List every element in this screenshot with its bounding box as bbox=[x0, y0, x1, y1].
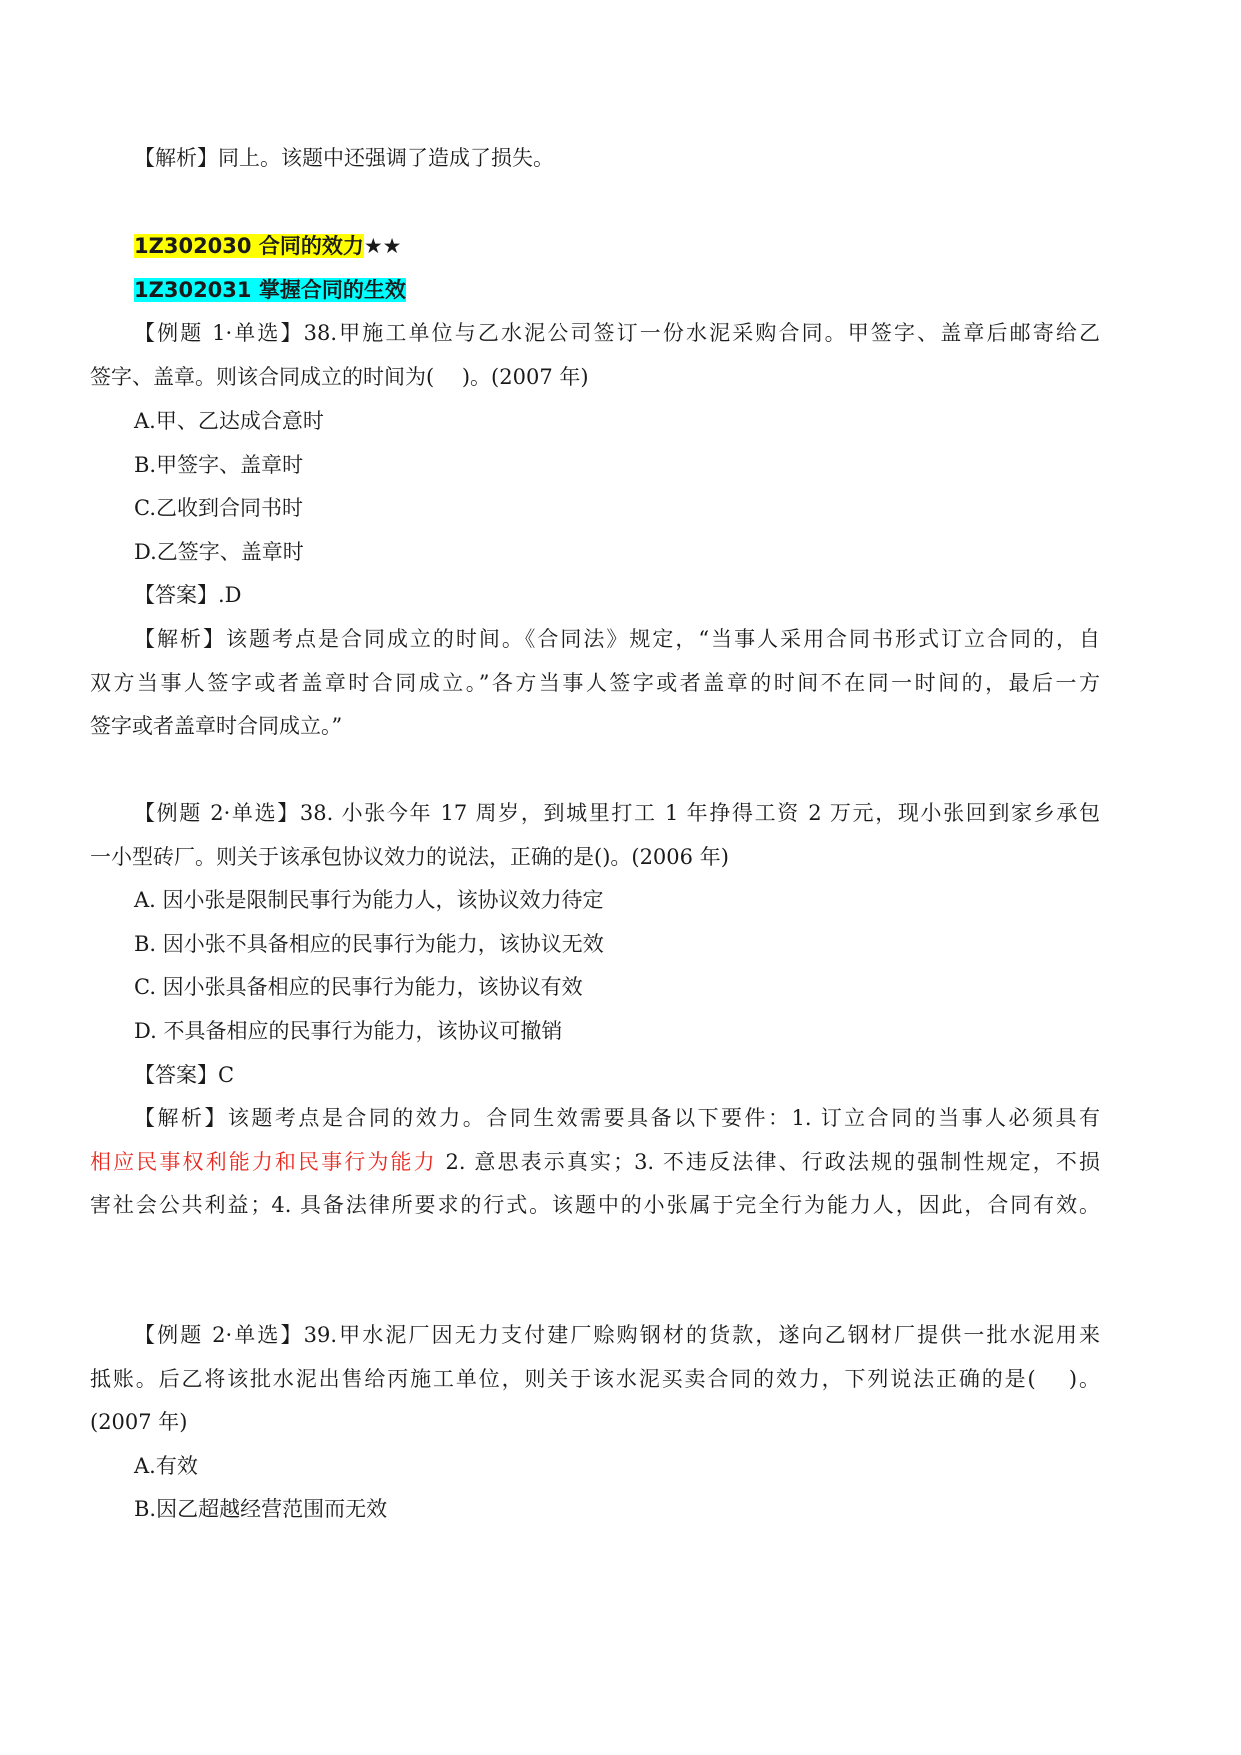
question-1-analysis-line-2: 双方当事人签字或者盖章时合同成立。”各方当事人签字或者盖章的时间不在同一时间的，最后一方 bbox=[90, 671, 1100, 695]
question-2-line-2: 一小型砖厂。则关于该承包协议效力的说法，正确的是()。(2006 年) bbox=[90, 845, 729, 869]
question-3-option-a: A.有效 bbox=[134, 1454, 198, 1478]
question-2-option-c: C. 因小张具备相应的民事行为能力，该协议有效 bbox=[134, 975, 583, 999]
question-1-line-1: 【例题 1·单选】38.甲施工单位与乙水泥公司签订一份水泥采购合同。甲签字、盖章后邮寄给乙 bbox=[134, 321, 1100, 345]
question-3-line-2: 抵账。后乙将该批水泥出售给丙施工单位，则关于该水泥买卖合同的效力，下列说法正确的是( )。 bbox=[90, 1367, 1100, 1391]
question-3-line-3: (2007 年) bbox=[90, 1410, 188, 1434]
subsection-heading-text: 1Z302031 掌握合同的生效 bbox=[134, 278, 406, 302]
question-1-option-b: B.甲签字、盖章时 bbox=[134, 453, 304, 477]
section-heading bbox=[134, 231, 401, 261]
question-1-option-d: D.乙签字、盖章时 bbox=[134, 540, 304, 564]
analysis-text: 2. 意思表示真实；3. 不违反法律、行政法规的强制性规定，不损 bbox=[436, 1150, 1100, 1174]
question-3-line-1: 【例题 2·单选】39.甲水泥厂因无力支付建厂赊购钢材的货款，遂向乙钢材厂提供一批水泥用来 bbox=[134, 1323, 1100, 1347]
question-1-line-2: 签字、盖章。则该合同成立的时间为( )。(2007 年) bbox=[90, 365, 589, 389]
question-2-answer: 【答案】C bbox=[134, 1063, 235, 1087]
question-1-analysis-line-1: 【解析】该题考点是合同成立的时间。《合同法》规定，“当事人采用合同书形式订立合同的，自 bbox=[134, 627, 1100, 651]
question-2-analysis-line-3: 害社会公共利益；4. 具备法律所要求的行式。该题中的小张属于完全行为能力人，因此，合同有效。 bbox=[90, 1193, 1100, 1217]
question-2-line-1: 【例题 2·单选】38. 小张今年 17 周岁，到城里打工 1 年挣得工资 2 万元，现小张回到家乡承包 bbox=[134, 801, 1100, 825]
question-1-option-a: A.甲、乙达成合意时 bbox=[134, 409, 324, 433]
question-1-option-c: C.乙收到合同书时 bbox=[134, 496, 303, 520]
question-2-option-a: A. 因小张是限制民事行为能力人，该协议效力待定 bbox=[134, 888, 604, 912]
question-2-analysis-line-1: 【解析】该题考点是合同的效力。合同生效需要具备以下要件：1. 订立合同的当事人必须具有 bbox=[134, 1106, 1100, 1130]
star-rating: ★★ bbox=[363, 234, 402, 258]
emphasis-text: 相应民事权利能力和民事行为能力 bbox=[90, 1150, 437, 1174]
question-2-option-d: D. 不具备相应的民事行为能力，该协议可撤销 bbox=[134, 1019, 563, 1043]
question-1-answer: 【答案】.D bbox=[134, 583, 242, 607]
question-1-analysis-line-3: 签字或者盖章时合同成立。” bbox=[90, 714, 343, 738]
question-2-option-b: B. 因小张不具备相应的民事行为能力，该协议无效 bbox=[134, 932, 604, 956]
subsection-heading bbox=[134, 275, 406, 305]
question-3-option-b: B.因乙超越经营范围而无效 bbox=[134, 1497, 388, 1521]
question-2-analysis-line-2 bbox=[90, 1147, 1100, 1177]
analysis-line: 【解析】同上。该题中还强调了造成了损失。 bbox=[134, 146, 554, 170]
section-heading-text: 1Z302030 合同的效力 bbox=[134, 234, 364, 258]
